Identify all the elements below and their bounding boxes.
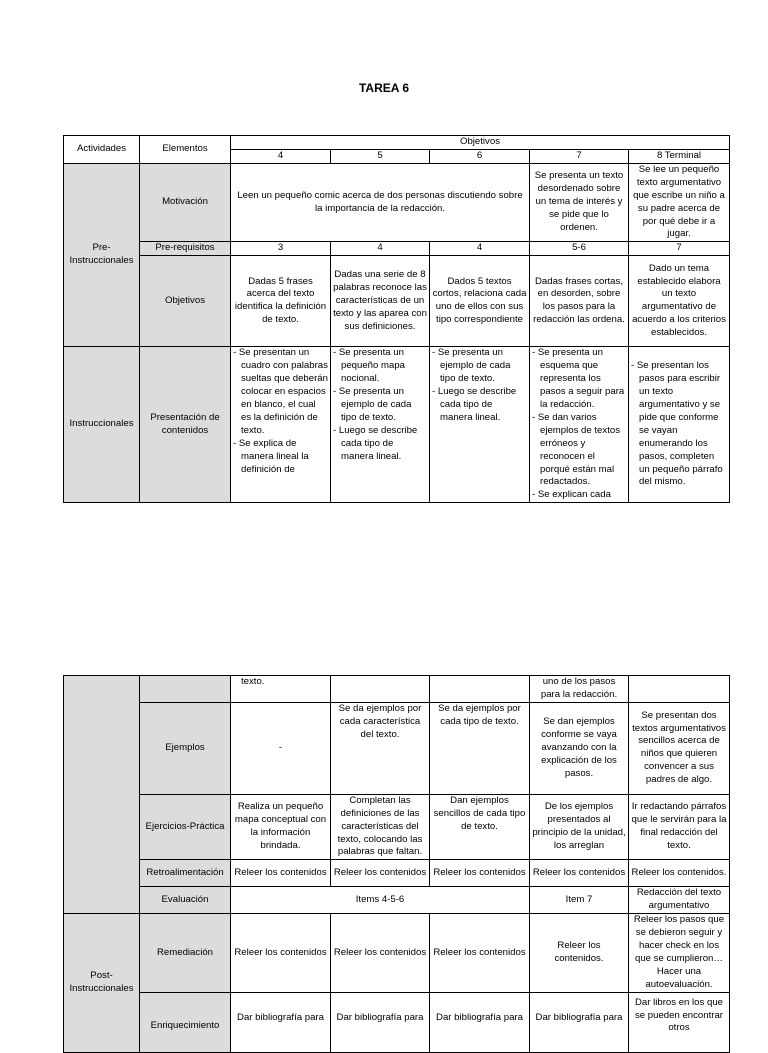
element-remediacion: Remediación [140,914,231,993]
evaluacion-merged-cell: Items 4-5-6 [231,887,530,914]
retro-cell: Releer los contenidos. [629,860,730,887]
element-enriquecimiento [140,993,231,1053]
prerequisito-cell: 4 [430,242,530,256]
enriquecimiento-cell [331,993,430,1053]
continuation-cell-5 [331,676,430,703]
remediacion-cell: Releer los contenidos [430,914,530,993]
planning-table-part-1 [63,135,730,503]
header-col-8-terminal: 8 Terminal [629,150,730,164]
element-evaluacion: Evaluación [140,887,231,914]
remediacion-cell: Releer los contenidos [331,914,430,993]
ejercicio-cell: Ir redactando párrafos que le servirán para la final redacción del texto. [629,794,730,860]
header-objetivos: Objetivos [231,136,730,150]
motivacion-cell-7: Se presenta un texto desordenado sobre un tema de interés y se pide que lo ordenen. [530,163,629,241]
evaluacion-cell-7: Item 7 [530,887,629,914]
ejercicio-cell: Completan las definiciones de las características del texto, colocando las palabras que faltan. [331,794,430,860]
motivacion-merged-cell: Leen un pequeño comic acerca de dos personas discutiendo sobre la importancia de la redacción. [231,163,530,241]
remediacion-cell: Releer los contenidos. [530,914,629,993]
phase-post-instruccionales: Post- Instruccionales [64,914,140,1053]
enriquecimiento-cell [231,993,331,1053]
list-item: - Luego se describe cada tipo de manera lineal. [333,424,418,462]
list-item: - Se presenta un ejemplo de cada tipo de texto. [432,347,511,385]
retro-cell: Releer los contenidos [430,860,530,887]
prerequisito-cell: 3 [231,242,331,256]
prerequisito-cell: 4 [331,242,430,256]
presentacion-cell-8 [629,347,730,503]
ejemplo-cell: Se presentan dos textos argumentativos sencillos acerca de niños que quieren convencer a sus padres de algo. [629,702,730,794]
list-item: - Se presenta un pequeño mapa nocional. [333,347,406,385]
list-item: - Luego se describe cada tipo de manera lineal. [432,386,517,423]
presentacion-cell-6 [430,347,530,503]
header-actividades: Actividades [64,136,140,164]
presentacion-cell-4 [231,347,331,503]
header-col-6: 6 [430,150,530,164]
remediacion-cell: Releer los contenidos [231,914,331,993]
enriquecimiento-text: Dar bibliografía para [535,1011,623,1023]
ejemplo-cell: Se da ejemplos por cada característica del texto. [331,702,430,794]
list-item: - Se presenta un esquema que representa los pasos a seguir para la redacción. [532,347,625,410]
header-col-4: 4 [231,150,331,164]
list-item: - Se presenta un ejemplo de cada tipo de texto. [333,386,412,423]
page-title: TAREA 6 [358,81,409,95]
objetivo-cell: Dadas una serie de 8 palabras reconoce las características de un texto y las aparea con sus definiciones. [331,256,430,347]
enriquecimiento-text: Dar bibliografía para [237,1011,324,1023]
presentacion-cell-5 [331,347,430,503]
objetivo-cell: Dadas frases cortas, en desorden, sobre los pasos para la redacción las ordena. [530,256,629,347]
enriquecimiento-label: Enriquecimiento [150,1019,220,1031]
motivacion-cell-8: Se lee un pequeño texto argumentativo que escribe un niño a su padre acerca de por qué debe ir a jugar. [629,163,730,241]
retro-cell: Releer los contenidos [231,860,331,887]
list-item: - Se presentan un cuadro con palabras sueltas que deberán colocar en espacios en blanco, el cual es la definición de texto. [233,347,328,436]
phase-pre-instruccionales: Pre- Instruccionales [64,163,140,346]
phase-instruccionales-continued [64,676,140,914]
retro-cell: Releer los contenidos [331,860,430,887]
prerequisito-cell: 7 [629,242,730,256]
continuation-cell-7: uno de los pasos para la redacción. [530,676,629,703]
ejemplo-cell: Se da ejemplos por cada tipo de texto. [430,702,530,794]
enriquecimiento-text: Dar bibliografía para [436,1011,523,1023]
presentacion-cell-7 [530,347,629,503]
header-col-5: 5 [331,150,430,164]
objetivo-cell: Dados 5 textos cortos, relaciona cada uno de ellos con sus tipo correspondiente [430,256,530,347]
enriquecimiento-cell [430,993,530,1053]
objetivo-cell: Dadas 5 frases acerca del texto identifica la definición de texto. [231,256,331,347]
header-elementos: Elementos [140,136,231,164]
element-ejemplos: Ejemplos [140,702,231,794]
element-motivacion: Motivación [140,163,231,241]
element-presentacion-contenidos: Presentación de contenidos [140,347,231,503]
continuation-text: texto. [241,676,265,687]
element-presentacion-continued [140,676,231,703]
header-col-7: 7 [530,150,629,164]
ejemplo-cell: - [231,702,331,794]
remediacion-cell: Releer los pasos que se debieron seguir y hacer check en los que se cumplieron…Hacer una autoevaluación. [629,914,730,993]
ejercicio-cell: De los ejemplos presentados al principio de la unidad, los arreglan [530,794,629,860]
list-item: - Se dan varios ejemplos de textos erróneos y reconocen el porqué están mal redactados. [532,411,620,488]
continuation-cell-4 [231,676,331,703]
prerequisito-cell: 5-6 [530,242,629,256]
ejercicio-cell: Dan ejemplos sencillos de cada tipo de texto. [430,794,530,860]
list-item: - Se explica de manera lineal la definición de [233,437,309,475]
enriquecimiento-text: Dar libros en los que se pueden encontrar otros [634,996,723,1034]
list-item: - Se presentan los pasos para escribir un texto argumentativo y se pide que conforme se vayan enumerando los pasos, completen un pequeño párrafo del mismo. [631,360,723,488]
evaluacion-cell-8: Redacción del texto argumentativo [629,887,730,914]
planning-table-part-2 [63,675,730,1053]
list-item: - Se explican cada [532,489,611,501]
continuation-cell-6 [430,676,530,703]
element-ejercicios-practica: Ejercicios-Práctica [140,794,231,860]
element-prerequisitos: Pre-requisitos [140,242,231,256]
ejemplo-cell: Se dan ejemplos conforme se vaya avanzando con la explicación de los pasos. [530,702,629,794]
objetivo-cell: Dado un tema establecido elabora un texto argumentativo de acuerdo a los criterios establecidos. [629,256,730,347]
ejercicio-cell: Realiza un pequeño mapa conceptual con la información brindada. [231,794,331,860]
enriquecimiento-cell [530,993,629,1053]
enriquecimiento-cell [629,993,730,1053]
element-objetivos: Objetivos [140,256,231,347]
phase-instruccionales: Instruccionales [64,347,140,503]
continuation-cell-8 [629,676,730,703]
retro-cell: Releer los contenidos [530,860,629,887]
element-retroalimentacion: Retroalimentación [140,860,231,887]
enriquecimiento-text: Dar bibliografía para [336,1011,424,1023]
